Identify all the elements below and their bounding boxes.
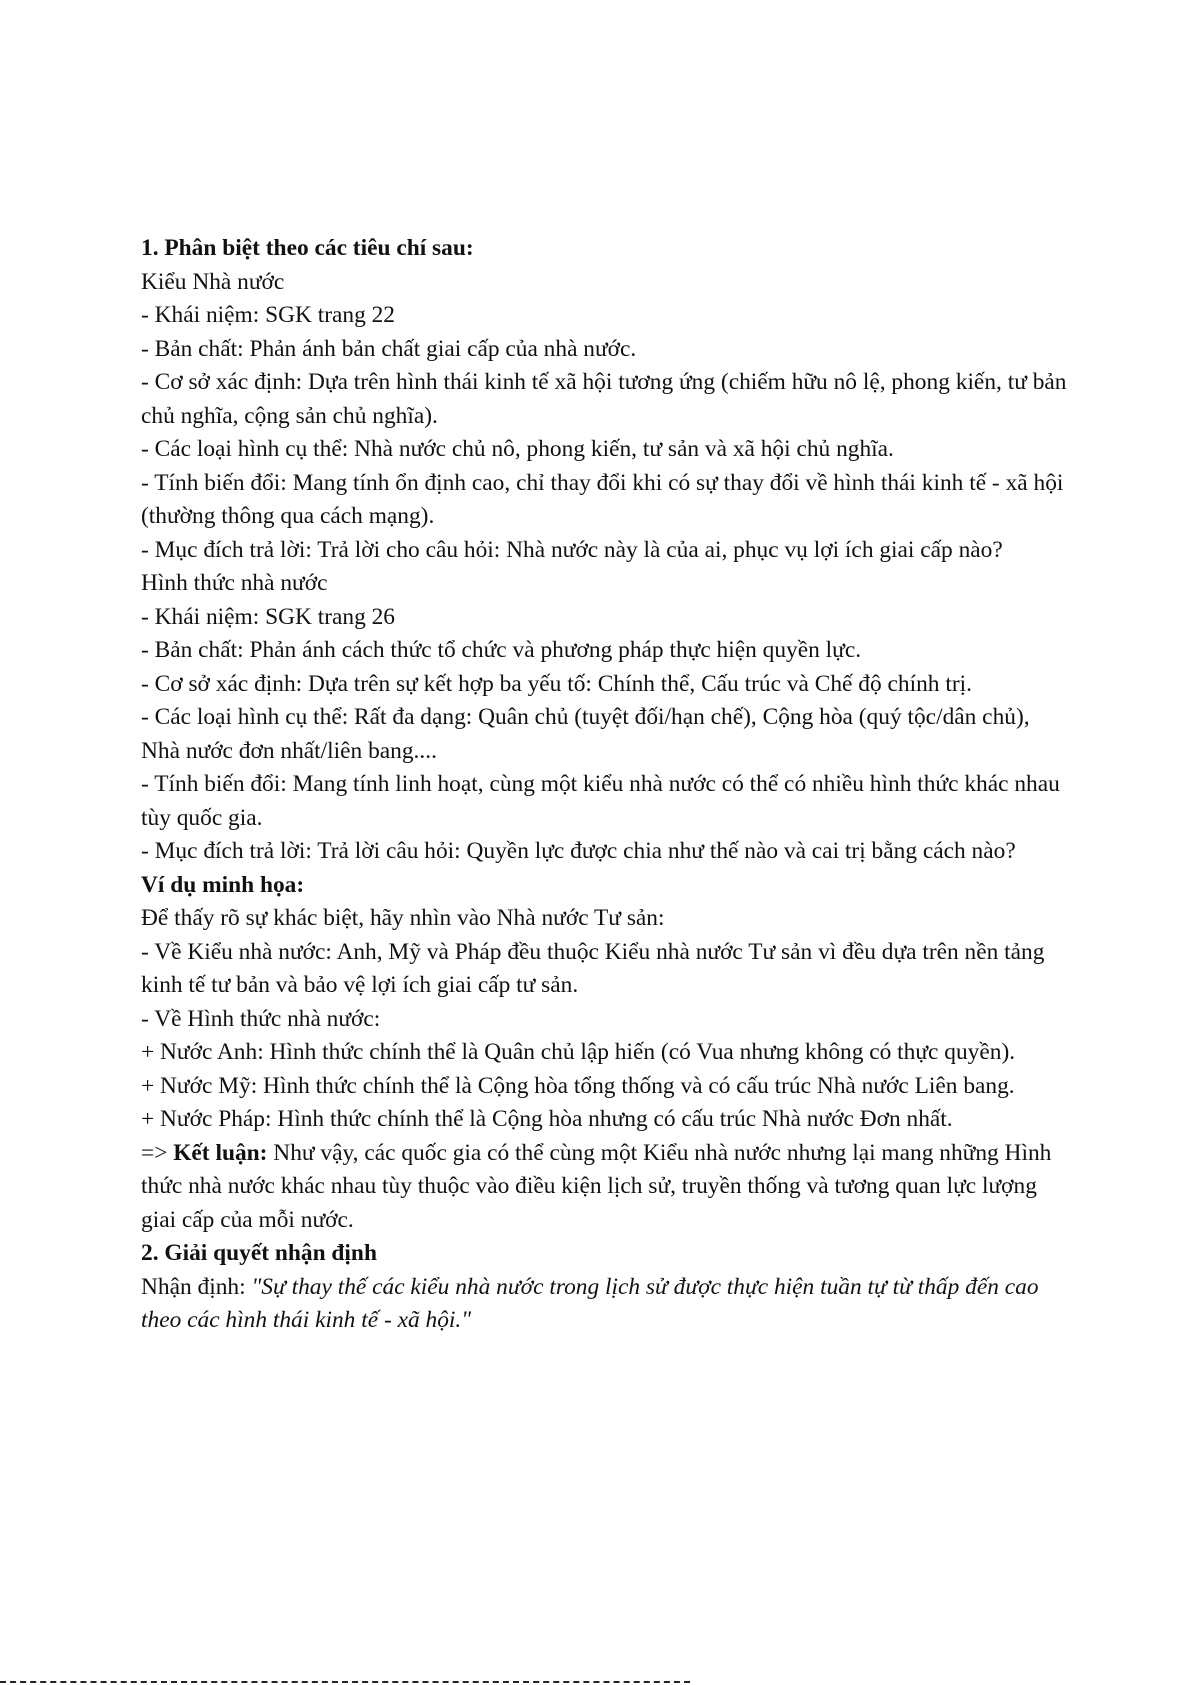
example-item-my: + Nước Mỹ: Hình thức chính thể là Cộng hòa tổng thống và có cấu trúc Nhà nước Liên bang. <box>141 1072 1015 1099</box>
section2-heading: 2. Giải quyết nhận định <box>141 1240 377 1266</box>
document-page <box>141 232 1071 1338</box>
statement-label: Nhận định: <box>141 1273 252 1300</box>
hinhthuc-item-change: - Tính biến đổi: Mang tính linh hoạt, cùng một kiểu nhà nước có thể có nhiều hình thức khác nhau tùy quốc gia. <box>141 771 1066 831</box>
footer-divider <box>0 1681 690 1683</box>
kieu-title: Kiểu Nhà nước <box>141 268 285 295</box>
example-item-hinhthuc: - Về Hình thức nhà nước: <box>141 1005 381 1032</box>
kieu-item-basis: - Cơ sở xác định: Dựa trên hình thái kinh tế xã hội tương ứng (chiếm hữu nô lệ, phong kiến, tư bản chủ nghĩa, cộng sản chủ nghĩa). <box>141 369 1073 429</box>
statement-quote: "Sự thay thế các kiểu nhà nước trong lịch sử được thực hiện tuần tự từ thấp đến cao theo các hình thái kinh tế - xã hội." <box>141 1273 1045 1333</box>
kieu-item-purpose: - Mục đích trả lời: Trả lời cho câu hỏi: Nhà nước này là của ai, phục vụ lợi ích giai cấp nào? <box>141 536 1003 563</box>
conclusion-prefix: => <box>141 1139 174 1166</box>
conclusion-text: Như vậy, các quốc gia có thể cùng một Kiểu nhà nước nhưng lại mang những Hình thức nhà nước khác nhau tùy thuộc vào điều kiện lịch sử, truyền thống và tương quan lực lượng giai cấp của mỗi nước. <box>141 1139 1058 1233</box>
kieu-item-types: - Các loại hình cụ thể: Nhà nước chủ nô, phong kiến, tư sản và xã hội chủ nghĩa. <box>141 436 894 462</box>
hinhthuc-item-concept: - Khái niệm: SGK trang 26 <box>141 603 396 630</box>
hinhthuc-item-types: - Các loại hình cụ thể: Rất đa dạng: Quân chủ (tuyệt đối/hạn chế), Cộng hòa (quý tộc/dân chủ), Nhà nước đơn nhất/liên bang.... <box>141 704 1036 764</box>
example-intro: Để thấy rõ sự khác biệt, hãy nhìn vào Nhà nước Tư sản: <box>141 905 665 931</box>
example-item-kieu: - Về Kiểu nhà nước: Anh, Mỹ và Pháp đều thuộc Kiểu nhà nước Tư sản vì đều dựa trên nền tảng kinh tế tư bản và bảo vệ lợi ích giai cấp tư sản. <box>141 938 1051 998</box>
hinhthuc-item-basis: - Cơ sở xác định: Dựa trên sự kết hợp ba yếu tố: Chính thể, Cấu trúc và Chế độ chính trị. <box>141 670 972 697</box>
section1-heading: 1. Phân biệt theo các tiêu chí sau: <box>141 235 474 261</box>
example-heading: Ví dụ minh họa: <box>141 871 305 898</box>
kieu-item-nature: - Bản chất: Phản ánh bản chất giai cấp của nhà nước. <box>141 335 637 362</box>
hinhthuc-item-purpose: - Mục đích trả lời: Trả lời câu hỏi: Quyền lực được chia như thế nào và cai trị bằng cách nào? <box>141 838 1016 864</box>
hinhthuc-item-nature: - Bản chất: Phản ánh cách thức tổ chức và phương pháp thực hiện quyền lực. <box>141 637 862 663</box>
hinhthuc-title: Hình thức nhà nước <box>141 570 328 596</box>
example-item-anh: + Nước Anh: Hình thức chính thể là Quân chủ lập hiến (có Vua nhưng không có thực quyền). <box>141 1039 1016 1065</box>
example-item-phap: + Nước Pháp: Hình thức chính thể là Cộng hòa nhưng có cấu trúc Nhà nước Đơn nhất. <box>141 1106 953 1132</box>
example-conclusion <box>141 1137 1071 1238</box>
conclusion-label: Kết luận: <box>173 1139 268 1166</box>
kieu-item-change: - Tính biến đổi: Mang tính ổn định cao, chỉ thay đổi khi có sự thay đổi về hình thái kinh tế - xã hội (thường thông qua cách mạng). <box>141 469 1070 529</box>
kieu-item-concept: - Khái niệm: SGK trang 22 <box>141 302 396 328</box>
statement <box>141 1271 1071 1338</box>
